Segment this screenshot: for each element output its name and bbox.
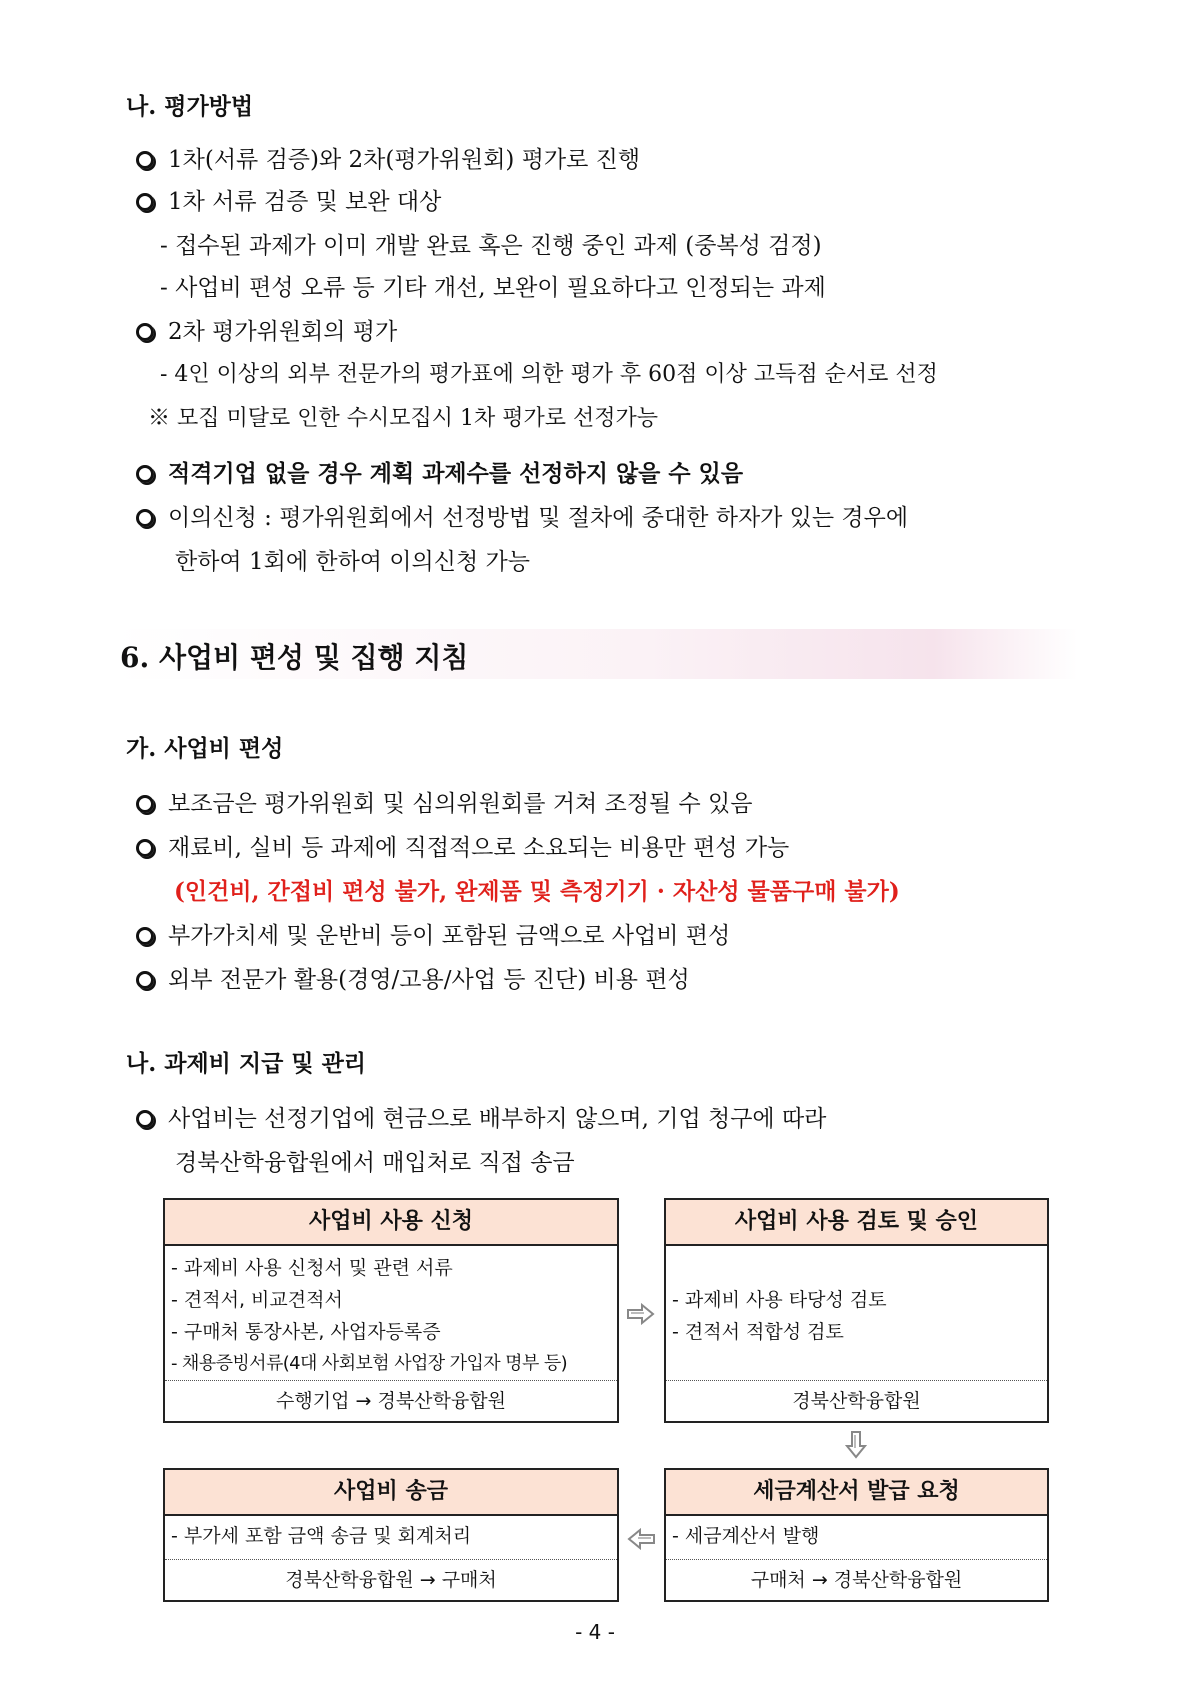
dash-item: - 접수된 과제가 이미 개발 완료 혹은 진행 중인 과제 (중복성 검정) [160, 233, 822, 259]
circle-bullet-icon [136, 323, 154, 341]
flow-box-title: 사업비 사용 검토 및 승인 [666, 1200, 1047, 1246]
bullet-item [136, 1100, 826, 1133]
flow-box-title: 사업비 사용 신청 [165, 1200, 617, 1246]
restriction-note: (인건비, 간접비 편성 불가, 완제품 및 측정기기 · 자산성 물품구매 불가) [174, 878, 900, 905]
bullet-text: 1차 서류 검증 및 보완 대상 [168, 189, 442, 215]
circle-bullet-icon [136, 971, 154, 989]
bullet-item [136, 785, 752, 818]
circle-bullet-icon [136, 927, 154, 945]
bullet-item [136, 183, 441, 216]
circle-bullet-icon [136, 509, 154, 527]
bullet-text: 사업비는 선정기업에 현금으로 배부하지 않으며, 기업 청구에 따라 [168, 1106, 827, 1132]
flow-box-title: 세금계산서 발급 요청 [666, 1470, 1047, 1516]
circle-bullet-icon [136, 795, 154, 813]
flow-box-body [666, 1246, 1047, 1348]
flow-box-remittance [163, 1468, 619, 1602]
note-text: ※ 모집 미달로 인한 수시모집시 1차 평가로 선정가능 [148, 406, 658, 431]
flow-box-usage-request [163, 1198, 619, 1423]
flow-box-body [165, 1516, 617, 1552]
flow-box-footer: 구매처 → 경북산학융합원 [666, 1559, 1047, 1600]
circle-bullet-icon [136, 465, 154, 483]
circle-bullet-icon [136, 151, 154, 169]
bullet-item [136, 961, 690, 994]
bullet-item [136, 917, 730, 950]
flow-box-item: - 채용증빙서류(4대 사회보험 사업장 가입자 명부 등) [171, 1353, 568, 1374]
bullet-text: 외부 전문가 활용(경영/고용/사업 등 진단) 비용 편성 [168, 967, 690, 993]
subsection-heading-payment: 나. 과제비 지급 및 관리 [126, 1050, 366, 1077]
bullet-item [136, 141, 640, 174]
flow-box-review-approval [664, 1198, 1049, 1423]
dash-item: - 사업비 편성 오류 등 기타 개선, 보완이 필요하다고 인정되는 과제 [160, 275, 826, 301]
arrow-left-icon [627, 1528, 655, 1550]
flow-box-item: - 과제비 사용 신청서 및 관련 서류 [171, 1257, 453, 1279]
flow-box-footer: 수행기업 → 경북산학융합원 [165, 1380, 617, 1421]
flow-box-body [165, 1246, 617, 1380]
bullet-text: 부가가치세 및 운반비 등이 포함된 금액으로 사업비 편성 [168, 923, 731, 949]
circle-bullet-icon [136, 1110, 154, 1128]
continuation-text: 경북산학융합원에서 매입처로 직접 송금 [175, 1150, 575, 1176]
arrow-right-icon [627, 1303, 655, 1325]
bullet-item [136, 499, 908, 532]
bullet-text: 1차(서류 검증)와 2차(평가위원회) 평가로 진행 [168, 147, 641, 173]
subsection-heading-budget: 가. 사업비 편성 [126, 735, 284, 762]
flow-box-title: 사업비 송금 [165, 1470, 617, 1516]
bullet-text: 재료비, 실비 등 과제에 직접적으로 소요되는 비용만 편성 가능 [168, 835, 790, 861]
bullet-text: 2차 평가위원회의 평가 [168, 319, 398, 345]
flow-box-item: - 구매처 통장사본, 사업자등록증 [171, 1321, 441, 1343]
circle-bullet-icon [136, 839, 154, 857]
bullet-item [136, 829, 789, 862]
flow-box-item: - 세금계산서 발행 [672, 1525, 820, 1547]
page-number: - 4 - [575, 1620, 615, 1644]
arrow-down-icon [845, 1431, 867, 1459]
flow-box-item: - 과제비 사용 타당성 검토 [672, 1289, 887, 1311]
flow-box-tax-invoice [664, 1468, 1049, 1602]
bullet-text: 이의신청 : 평가위원회에서 선정방법 및 절차에 중대한 하자가 있는 경우에 [168, 505, 909, 531]
flow-box-body [666, 1516, 1047, 1552]
circle-bullet-icon [136, 193, 154, 211]
flow-box-item: - 견적서 적합성 검토 [672, 1321, 844, 1343]
subsection-heading-evaluation: 나. 평가방법 [126, 93, 254, 120]
bullet-text: 보조금은 평가위원회 및 심의위원회를 거쳐 조정될 수 있음 [168, 791, 753, 817]
continuation-text: 한하여 1회에 한하여 이의신청 가능 [175, 549, 530, 575]
dash-item: - 4인 이상의 외부 전문가의 평가표에 의한 평가 후 60점 이상 고득점 순서로 선정 [160, 362, 938, 387]
flow-box-footer: 경북산학융합원 [666, 1380, 1047, 1421]
flow-box-footer: 경북산학융합원 → 구매처 [165, 1559, 617, 1600]
bullet-item [136, 455, 743, 488]
flow-box-item: - 견적서, 비교견적서 [171, 1289, 343, 1311]
section-title: 6. 사업비 편성 및 집행 지침 [120, 641, 469, 674]
bullet-item [136, 313, 397, 346]
flow-box-item: - 부가세 포함 금액 송금 및 회계처리 [171, 1525, 472, 1547]
bullet-text: 적격기업 없을 경우 계획 과제수를 선정하지 않을 수 있음 [168, 460, 744, 487]
